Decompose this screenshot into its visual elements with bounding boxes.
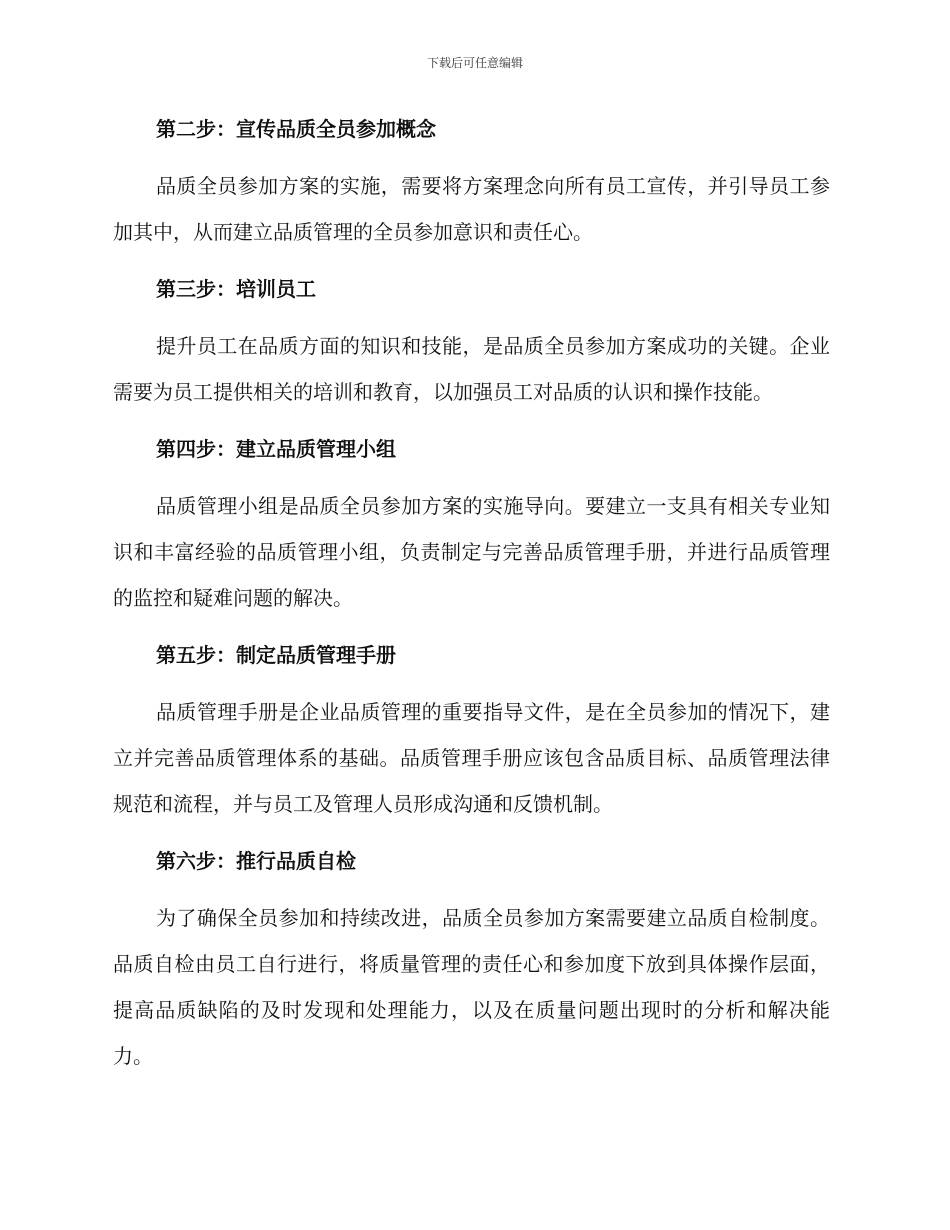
- section-paragraph: 品质管理手册是企业品质管理的重要指导文件，是在全员参加的情况下，建立并完善品质管理体系的基础。品质管理手册应该包含品质目标、品质管理法律规范和流程，并与员工及管理人员形成沟通和反馈机制。: [113, 700, 830, 816]
- section-step-3: [113, 266, 830, 415]
- section-step-4: [113, 426, 830, 621]
- document-body: [113, 106, 830, 1090]
- section-step-6: [113, 838, 830, 1079]
- section-paragraph: 提升员工在品质方面的知识和技能，是品质全员参加方案成功的关键。企业需要为员工提供相关的培训和教育，以加强员工对品质的认识和操作技能。: [113, 334, 830, 404]
- section-step-2: [113, 106, 830, 255]
- section-heading: 第六步：推行品质自检: [156, 849, 356, 873]
- section-paragraph: 品质管理小组是品质全员参加方案的实施导向。要建立一支具有相关专业知识和丰富经验的品质管理小组，负责制定与完善品质管理手册，并进行品质管理的监控和疑难问题的解决。: [113, 494, 830, 610]
- page-header: 下载后可任意编辑: [426, 56, 523, 70]
- section-heading: 第四步：建立品质管理小组: [156, 437, 396, 461]
- section-paragraph: 为了确保全员参加和持续改进，品质全员参加方案需要建立品质自检制度。品质自检由员工自行进行，将质量管理的责任心和参加度下放到具体操作层面，提高品质缺陷的及时发现和处理能力，以及在质量问题出现时的分析和解决能力。: [113, 906, 830, 1068]
- section-step-5: [113, 632, 830, 827]
- section-heading: 第二步：宣传品质全员参加概念: [156, 117, 436, 141]
- section-heading: 第三步：培训员工: [156, 277, 316, 301]
- section-heading: 第五步：制定品质管理手册: [156, 643, 396, 667]
- section-paragraph: 品质全员参加方案的实施，需要将方案理念向所有员工宣传，并引导员工参加其中，从而建立品质管理的全员参加意识和责任心。: [113, 174, 830, 244]
